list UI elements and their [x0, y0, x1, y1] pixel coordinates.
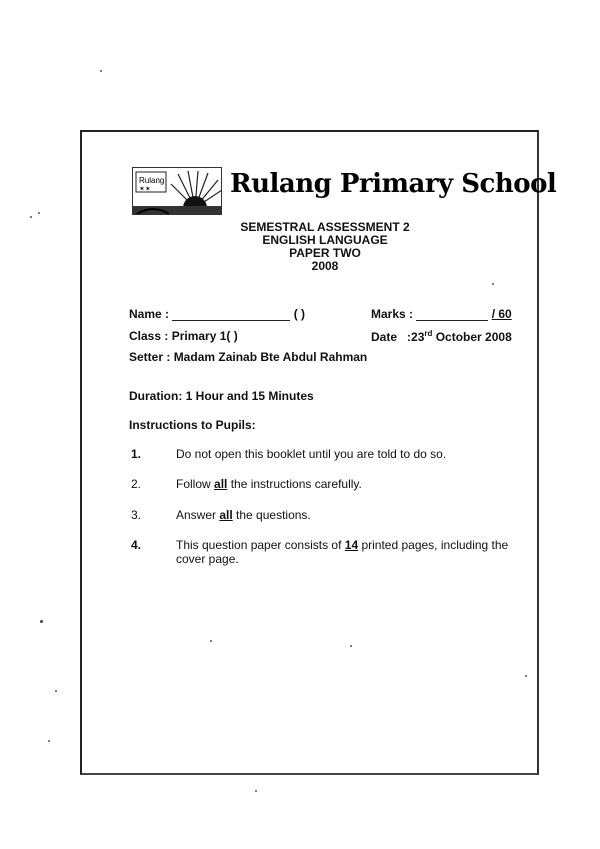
- name-blank[interactable]: [172, 308, 290, 321]
- marks-total: / 60: [491, 307, 512, 321]
- scan-speck: [40, 620, 43, 623]
- instruction-2-number: 2.: [131, 477, 142, 491]
- name-row: [129, 307, 305, 321]
- setter-row: [129, 350, 367, 364]
- instruction-4-pre: This question paper consists of: [176, 538, 345, 552]
- date-superscript: rd: [424, 329, 433, 338]
- duration: Duration: 1 Hour and 15 Minutes: [129, 389, 314, 403]
- svg-text:Rulang: Rulang: [139, 176, 165, 185]
- instructions-heading: Instructions to Pupils:: [129, 418, 256, 432]
- school-logo: [132, 167, 222, 215]
- svg-text:✶✶: ✶✶: [139, 186, 151, 193]
- instruction-3-emphasis: all: [219, 508, 233, 522]
- instruction-3-pre: Answer: [176, 508, 220, 522]
- instruction-2-post: the instructions carefully.: [227, 477, 362, 491]
- scan-speck: [210, 640, 212, 642]
- marks-blank[interactable]: [416, 308, 488, 321]
- scan-speck: [525, 675, 527, 677]
- instruction-3-number: 3.: [131, 508, 142, 522]
- instruction-1-text: Do not open this booklet until you are told to do so.: [176, 447, 447, 461]
- name-index-paren: ( ): [293, 307, 306, 321]
- instruction-4-number: 4.: [131, 538, 142, 552]
- school-header: [132, 167, 557, 217]
- title-line-2: ENGLISH LANGUAGE: [262, 233, 388, 247]
- instruction-2-emphasis: all: [214, 477, 228, 491]
- instruction-4-post: printed pages, including the cover page.: [176, 538, 509, 566]
- scan-speck: [350, 645, 352, 647]
- class-label: Class: [129, 329, 162, 343]
- instruction-4-text: [176, 538, 526, 566]
- class-row: [129, 329, 238, 343]
- setter-label: Setter: [129, 350, 164, 364]
- marks-row: [371, 307, 512, 321]
- instruction-3-text: [176, 508, 531, 522]
- date-suffix: October 2008: [432, 330, 512, 344]
- instruction-4-emphasis: 14: [344, 538, 359, 552]
- instruction-3-post: the questions.: [232, 508, 311, 522]
- scan-speck: [255, 790, 257, 792]
- scan-speck: [38, 212, 40, 214]
- setter-value: : Madam Zainab Bte Abdul Rahman: [166, 350, 368, 364]
- instruction-1-number: 1.: [131, 447, 142, 461]
- school-name: Rulang Primary School: [230, 169, 557, 199]
- marks-label: Marks :: [371, 307, 414, 321]
- class-value: : Primary 1( ): [164, 329, 238, 343]
- scan-speck: [492, 283, 494, 285]
- instruction-2-pre: Follow: [176, 477, 215, 491]
- instruction-2-text: [176, 477, 531, 491]
- scan-speck: [48, 740, 50, 742]
- scan-speck: [55, 690, 57, 692]
- scan-speck: [100, 70, 102, 72]
- date-prefix: :23: [407, 330, 425, 344]
- date-label: Date: [371, 330, 398, 344]
- scan-speck: [30, 216, 32, 218]
- assessment-titles: [200, 221, 450, 273]
- title-line-4: 2008: [311, 259, 339, 273]
- title-line-3: PAPER TWO: [289, 246, 361, 260]
- date-row: [371, 329, 512, 344]
- title-line-1: SEMESTRAL ASSESSMENT 2: [240, 220, 410, 234]
- name-label: Name :: [129, 307, 170, 321]
